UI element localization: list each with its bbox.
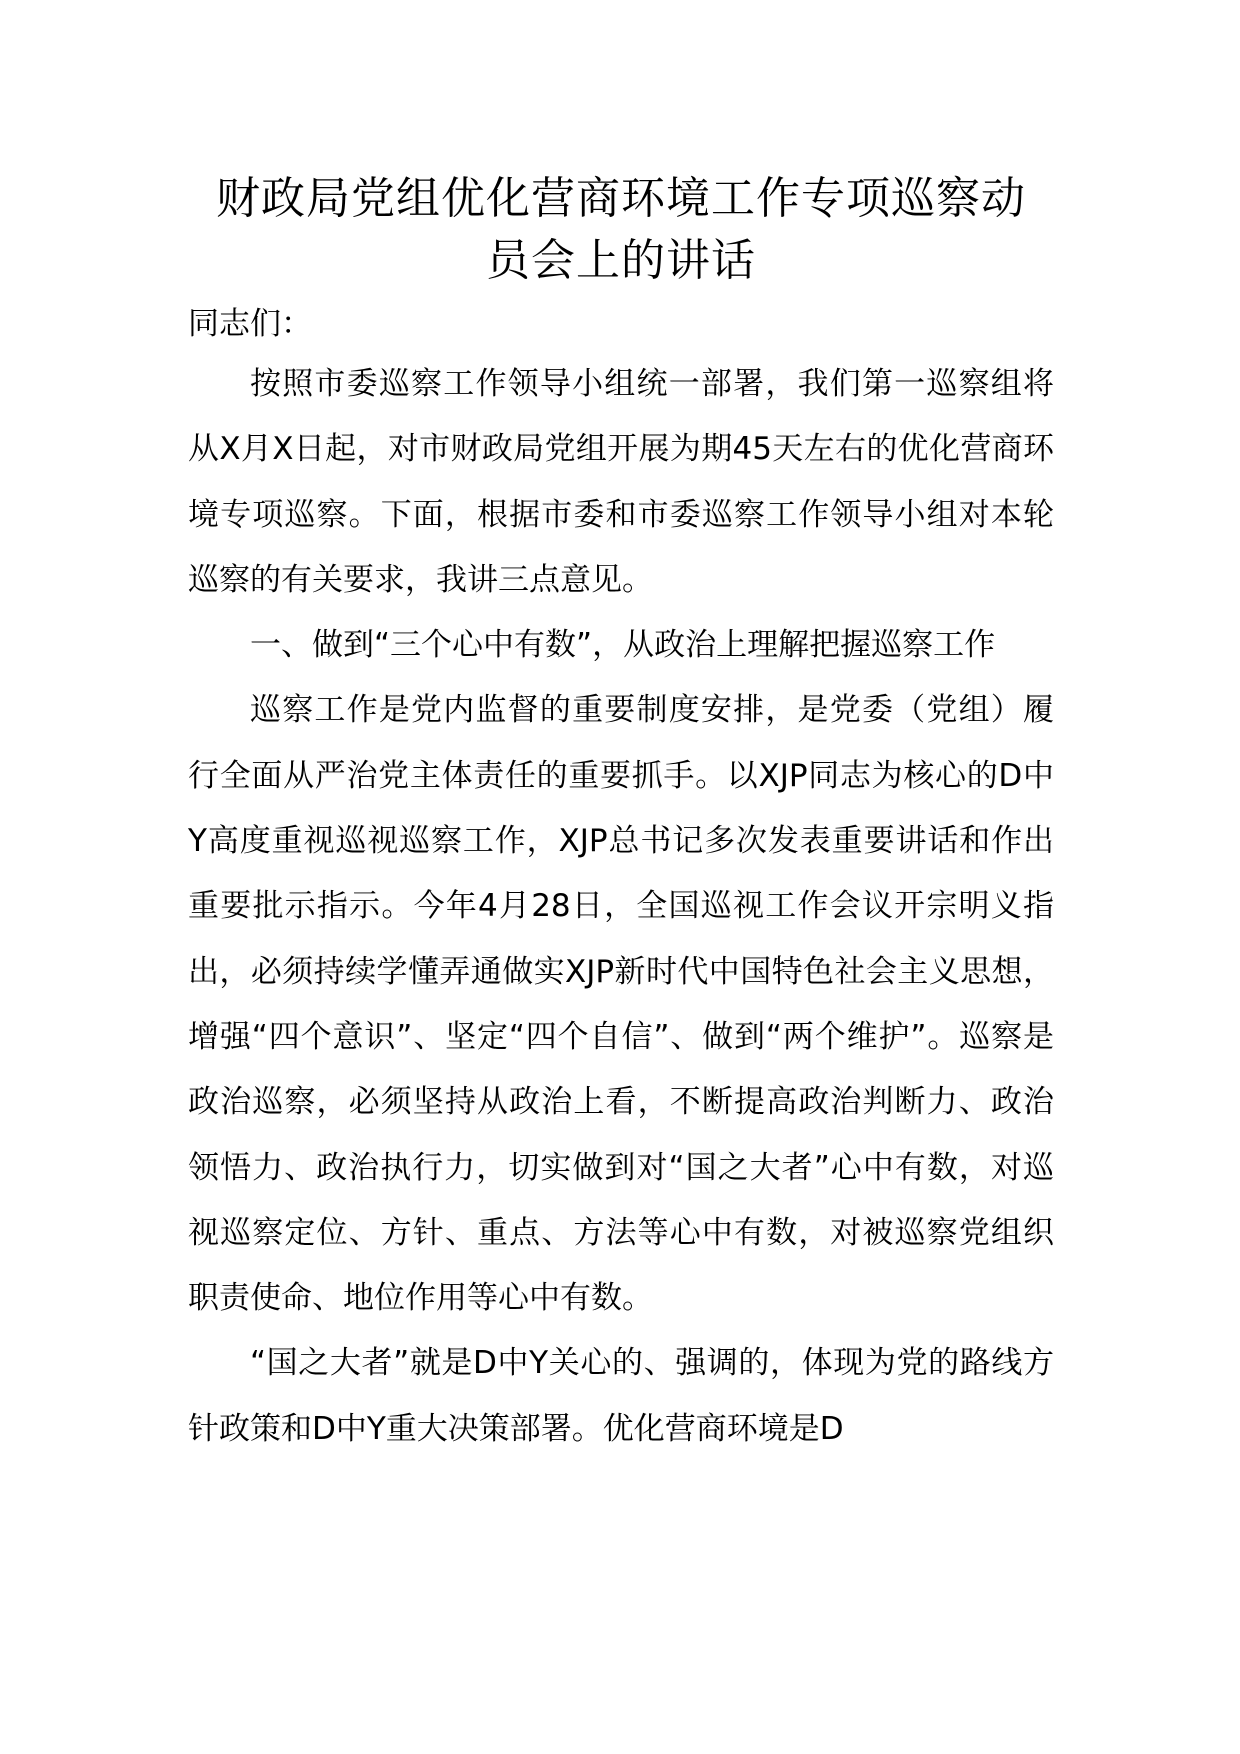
section-heading-1: 一、做到“三个心中有数”，从政治上理解把握巡察工作: [250, 627, 996, 664]
title-line-1: 财政局党组优化营商环境工作专项巡察动: [216, 173, 1026, 224]
title-line-2: 员会上的讲话: [486, 235, 756, 286]
document-title: [188, 168, 1054, 292]
paragraph-national-priorities: “国之大者”就是D中Y关心的、强调的，体现为党的路线方针政策和D中Y重大决策部署。优化营商环境是D: [188, 1345, 1054, 1447]
document-page: [188, 168, 1054, 1462]
paragraph-intro: 按照市委巡察工作领导小组统一部署，我们第一巡察组将从X月X日起，对市财政局党组开展为期45天左右的优化营商环境专项巡察。下面，根据市委和市委巡察工作领导小组对本轮巡察的有关要求，我讲三点意见。: [188, 366, 1054, 598]
paragraph-inspection-work: 巡察工作是党内监督的重要制度安排，是党委（党组）履行全面从严治党主体责任的重要抓手。以XJP同志为核心的D中Y高度重视巡视巡察工作，XJP总书记多次发表重要讲话和作出重要批示指示。今年4月28日，全国巡视工作会议开宗明义指出，必须持续学懂弄通做实XJP新时代中国特色社会主义思想，增强“四个意识”、坚定“四个自信”、做到“两个维护”。巡察是政治巡察，必须坚持从政治上看，不断提高政治判断力、政治领悟力、政治执行力，切实做到对“国之大者”心中有数，对巡视巡察定位、方针、重点、方法等心中有数，对被巡察党组织职责使命、地位作用等心中有数。: [188, 692, 1054, 1317]
salutation: 同志们：: [188, 306, 312, 342]
